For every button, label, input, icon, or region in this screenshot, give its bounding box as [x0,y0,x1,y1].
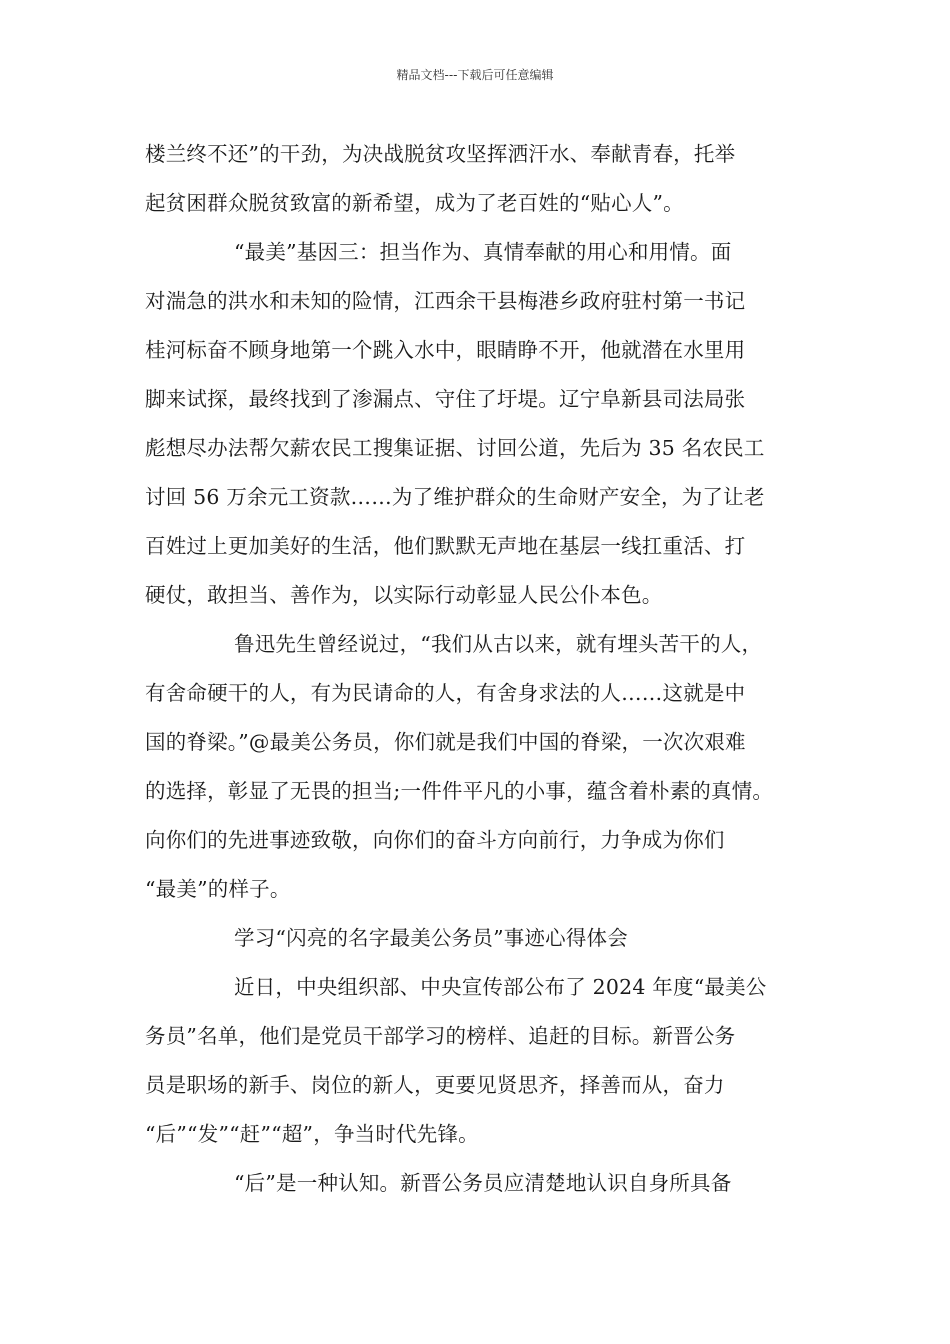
text-line: 脚来试探，最终找到了渗漏点、守住了圩堤。辽宁阜新县司法局张 [145,387,746,411]
text-line: 国的脊梁。”@最美公务员，你们就是我们中国的脊梁，一次次艰难 [145,730,746,754]
text-line: 百姓过上更加美好的生活，他们默默无声地在基层一线扛重活、打 [145,534,746,558]
paragraph-start-line: “最美”基因三：担当作为、真情奉献的用心和用情。面 [234,240,732,264]
document-body [145,130,807,1208]
text-line: “后”“发”“赶”“超”，争当时代先锋。 [145,1122,479,1146]
paragraph-start-line: “后”是一种认知。新晋公务员应清楚地认识自身所具备 [234,1171,732,1195]
text-line: 彪想尽办法帮欠薪农民工搜集证据、讨回公道，先后为 35 名农民工 [145,436,765,460]
paragraph-start-line: 鲁迅先生曾经说过，“我们从古以来，就有埋头苦干的人， [234,632,763,656]
paragraph-start-line: 近日，中央组织部、中央宣传部公布了 2024 年度“最美公 [234,975,767,999]
text-line: 桂河标奋不顾身地第一个跳入水中，眼睛睁不开，他就潜在水里用 [145,338,746,362]
section-heading: 学习“闪亮的名字最美公务员”事迹心得体会 [234,926,628,950]
page-header: 精品文档---下载后可任意编辑 [396,68,554,82]
text-line: 员是职场的新手、岗位的新人，更要见贤思齐，择善而从，奋力 [145,1073,725,1097]
text-line: 楼兰终不还”的干劲，为决战脱贫攻坚挥洒汗水、奉献青春，托举 [145,142,736,166]
text-line: 讨回 56 万余元工资款……为了维护群众的生命财产安全，为了让老 [145,485,765,509]
text-line: 对湍急的洪水和未知的险情，江西余干县梅港乡政府驻村第一书记 [145,289,746,313]
text-line: “最美”的样子。 [145,877,291,901]
text-line: 务员”名单，他们是党员干部学习的榜样、追赶的目标。新晋公务 [145,1024,736,1048]
text-line: 有舍命硬干的人，有为民请命的人，有舍身求法的人……这就是中 [145,681,746,705]
text-line: 向你们的先进事迹致敬，向你们的奋斗方向前行，力争成为你们 [145,828,725,852]
text-line: 硬仗，敢担当、善作为，以实际行动彰显人民公仆本色。 [145,583,663,607]
text-line: 的选择，彰显了无畏的担当;一件件平凡的小事，蕴含着朴素的真情。 [145,779,774,803]
text-line: 起贫困群众脱贫致富的新希望，成为了老百姓的“贴心人”。 [145,191,684,215]
